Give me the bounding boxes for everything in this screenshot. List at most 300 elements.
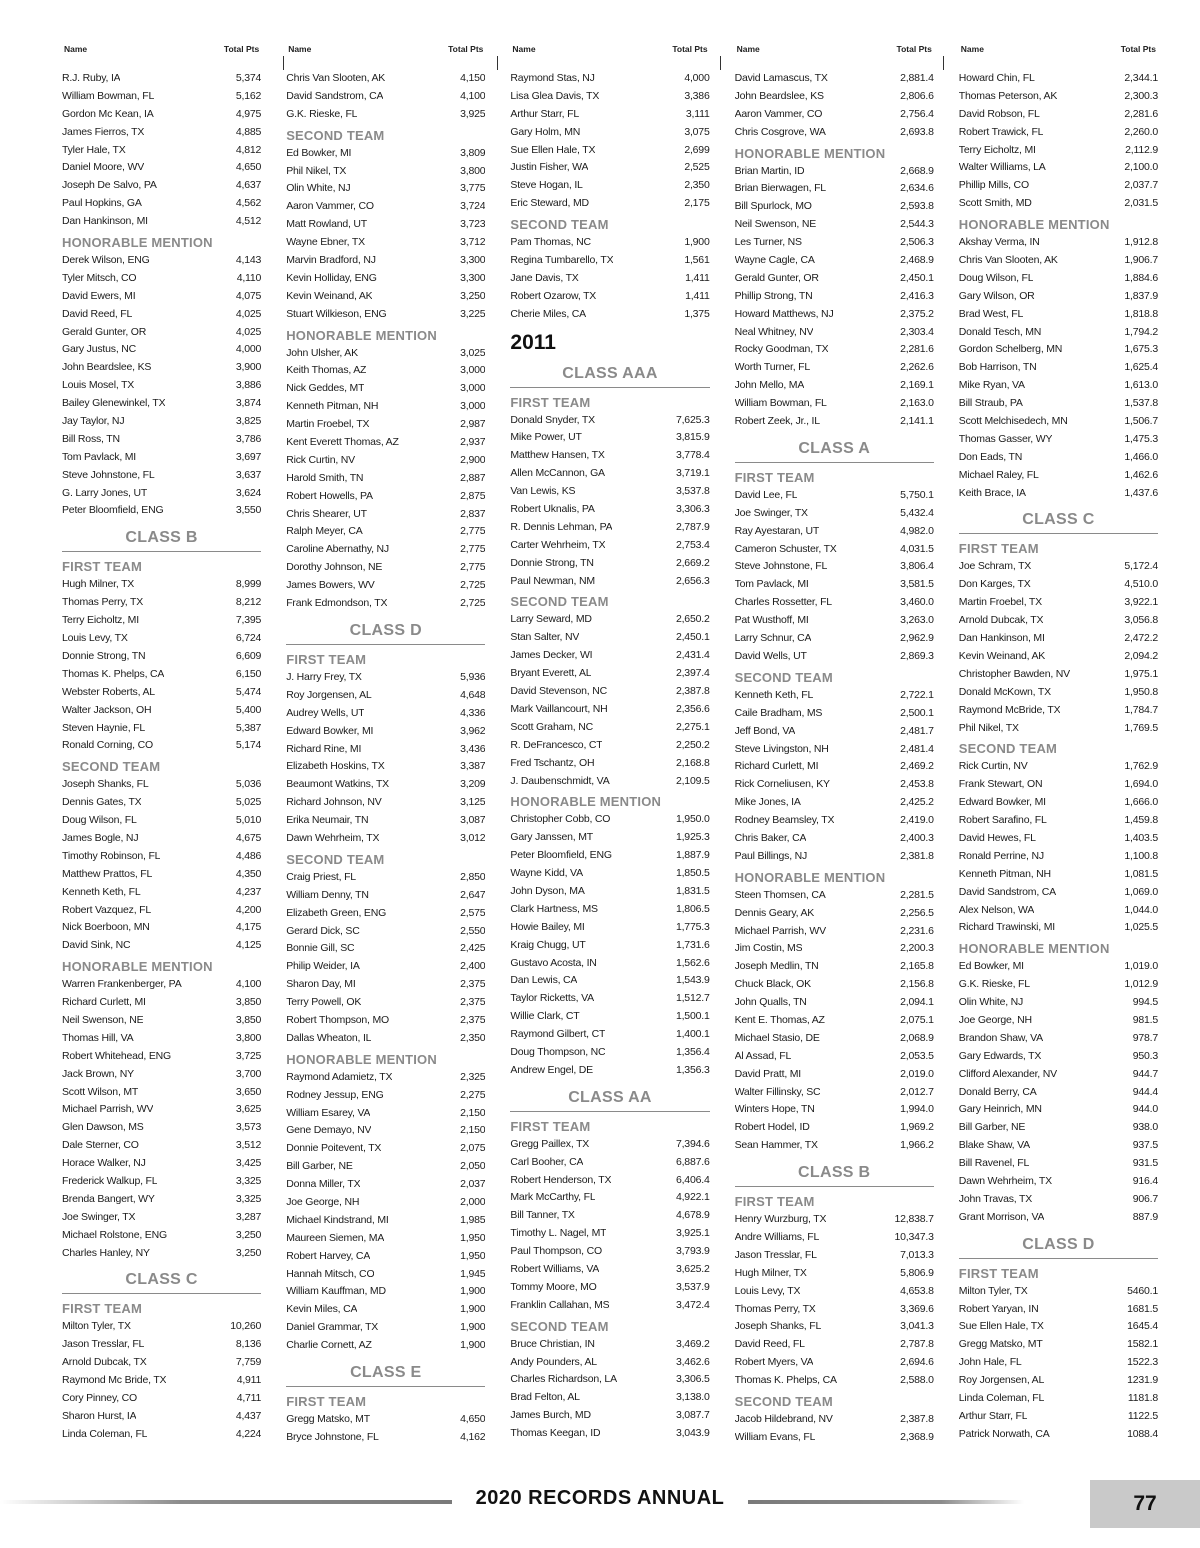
competitor-name: Steve Johnstone, FL [62,468,155,481]
competitor-name: Gary Holm, MN [510,125,581,138]
competitor-name: Gregg Paillex, TX [510,1137,590,1150]
total-points: 3,806.4 [900,560,934,573]
record-row [735,558,934,576]
total-points: 3,462.6 [675,1355,710,1368]
record-row [286,88,485,106]
record-row [286,1087,485,1105]
record-row [62,1354,261,1372]
total-points: 3,209 [460,778,486,791]
competitor-name: Donald Snyder, TX [510,413,595,426]
total-points: 2,525 [684,161,710,174]
record-row [62,937,261,955]
total-points: 2,141.1 [900,415,934,428]
record-row [286,958,485,976]
total-points: 3,922.1 [1124,596,1158,609]
total-points: 978.7 [1132,1031,1158,1044]
total-points: 1,025.5 [1124,921,1158,934]
competitor-name: Thomas Perry, TX [62,596,144,609]
competitor-name: Fred Tschantz, OH [510,756,595,769]
competitor-name: Donnie Strong, TN [510,556,594,569]
competitor-name: Sean Hammer, TX [734,1139,818,1152]
team-heading: SECOND TEAM [286,127,385,143]
competitor-name: Kenneth Keth, FL [734,688,814,701]
total-points: 2,806.6 [900,89,934,102]
record-row [959,720,1158,738]
total-points: 2,250.2 [675,738,710,751]
total-points: 4,650 [460,1413,486,1425]
competitor-name: Gordon Schelberg, MN [958,343,1063,356]
record-row [62,848,261,866]
competitor-name: Dallas Wheaton, IL [286,1031,372,1044]
total-points: 3,697 [235,450,262,463]
total-points: 950.3 [1132,1049,1158,1062]
competitor-name: Joseph Shanks, FL [62,778,149,791]
team-heading: SECOND TEAM [734,669,833,685]
total-points: 1,019.0 [1124,960,1158,973]
record-row [959,1137,1158,1155]
total-pts-header: Total Pts [672,44,708,54]
competitor-name: David Pratt, MI [734,1067,802,1080]
class-heading: CLASS AAA [510,361,709,388]
total-points: 2,281.6 [1124,107,1158,120]
team-heading: FIRST TEAM [958,1265,1039,1281]
total-points: 3,025 [460,346,486,359]
total-points: 2,356.6 [675,702,710,715]
record-row [510,829,709,847]
record-row [959,958,1158,976]
record-row [510,611,709,629]
column-divider [720,56,721,70]
record-row [286,198,485,216]
record-row [510,306,709,324]
total-points: 938.0 [1132,1121,1158,1134]
total-points: 2,753.4 [675,538,710,551]
team-heading: HONORABLE MENTION [958,217,1110,233]
competitor-name: Scott Wilson, MT [62,1085,139,1098]
team-heading: SECOND TEAM [62,759,161,775]
record-row [286,741,485,759]
name-header: Name [64,44,88,54]
total-points: 1231.9 [1127,1374,1158,1387]
competitor-name: Kraig Chugg, UT [510,938,586,951]
competitor-name: Jim Costin, MS [734,942,803,955]
total-points: 5,025 [235,796,262,809]
class-heading: CLASS C [959,507,1158,534]
competitor-name: Peter Bloomfield, ENG [62,504,164,517]
record-row [510,811,709,829]
competitor-name: Jacob Hildebrand, NV [734,1413,833,1425]
competitor-name: Robert Trawick, FL [958,125,1044,138]
total-points: 2,037 [460,1178,486,1191]
total-points: 3,436 [460,742,486,755]
competitor-name: Robert Uknalis, PA [510,503,595,516]
total-points: 2,775 [460,525,486,538]
total-points: 2,668.9 [900,164,934,177]
competitor-name: Brad West, FL [958,307,1024,320]
record-row [959,976,1158,994]
competitor-name: Clifford Alexander, NV [958,1067,1057,1080]
total-pts-header: Total Pts [448,44,484,54]
total-points: 3,125 [460,796,486,809]
total-points: 1,775.3 [675,920,710,933]
record-row [510,1026,709,1044]
record-row [286,106,485,124]
competitor-name: Scott Melchisedech, MN [958,415,1068,428]
record-row [62,794,261,812]
total-points: 2,256.5 [900,906,934,919]
total-points: 2,900 [460,453,486,466]
total-points: 1,437.6 [1124,486,1158,499]
competitor-name: Kent E. Thomas, AZ [734,1013,825,1026]
total-points: 1,837.9 [1124,289,1158,302]
competitor-name: Steve Hogan, IL [510,179,583,192]
competitor-name: Thomas Perry, TX [734,1302,816,1315]
total-points: 1,975.1 [1124,667,1158,680]
competitor-name: William Kauffman, MD [286,1285,386,1298]
competitor-name: Cherie Miles, CA [510,307,586,320]
record-row [959,341,1158,359]
competitor-name: Dan Lewis, CA [510,974,578,987]
total-pts-header: Total Pts [896,44,932,54]
record-row [735,1012,934,1030]
competitor-name: Patrick Norwath, CA [958,1427,1050,1440]
total-points: 2,775 [460,543,486,556]
competitor-name: Bryce Johnstone, FL [286,1430,379,1443]
total-points: 2,325 [460,1070,486,1083]
record-row [510,124,709,142]
total-points: 2,375 [460,996,486,1009]
record-row [62,702,261,720]
competitor-name: David Sink, NC [62,939,131,952]
total-points: 3,387 [460,760,486,773]
total-points: 1181.8 [1127,1392,1158,1404]
total-points: 1,613.0 [1124,379,1158,392]
record-row [62,1227,261,1245]
competitor-name: Christopher Cobb, CO [510,813,611,826]
record-row [959,1173,1158,1191]
total-points: 2,431.4 [675,649,710,662]
competitor-name: Raymond McBride, TX [958,703,1061,716]
total-points: 4,885 [235,125,262,138]
team-heading: HONORABLE MENTION [62,959,213,975]
record-row [286,1266,485,1284]
competitor-name: Akshay Verma, IN [958,236,1040,249]
total-points: 2,987 [460,418,486,431]
total-points: 4,031.5 [900,542,934,555]
total-points: 2,050 [460,1160,486,1173]
total-points: 1,475.3 [1124,432,1158,445]
total-points: 1,675.3 [1124,343,1158,356]
competitor-name: Bailey Glenewinkel, TX [62,397,166,410]
record-row [510,573,709,591]
competitor-name: Mark Vaillancourt, NH [510,702,608,715]
record-row [62,449,261,467]
competitor-name: Robert Vazquez, FL [62,903,152,916]
total-points: 5,806.9 [900,1266,934,1279]
total-points: 10,260 [230,1320,262,1333]
competitor-name: Lisa Glea Davis, TX [510,89,600,102]
record-row [735,234,934,252]
competitor-name: Steven Haynie, FL [62,721,145,734]
competitor-name: Olin White, NJ [286,182,351,195]
record-row [735,576,934,594]
competitor-name: Joe George, NH [958,1013,1032,1026]
total-points: 1,506.7 [1124,415,1158,428]
record-row [62,1336,261,1354]
competitor-name: Dale Sterner, CO [62,1139,139,1152]
record-row [959,1390,1158,1408]
total-points: 1,512.7 [675,992,710,1005]
record-row [62,1408,261,1426]
record-row [510,519,709,537]
record-row [62,413,261,431]
total-points: 2,419.0 [900,814,934,827]
competitor-name: Joseph Shanks, FL [734,1320,822,1333]
record-row [510,901,709,919]
total-points: 3,573 [235,1121,262,1134]
total-points: 1582.1 [1127,1338,1158,1351]
total-points: 4,075 [235,289,262,302]
total-points: 4,922.1 [675,1191,710,1204]
total-points: 2,397.4 [675,667,710,680]
team-heading: SECOND TEAM [734,1394,833,1409]
competitor-name: William Evans, FL [734,1430,816,1443]
record-row [286,506,485,524]
total-points: 3,874 [235,397,262,410]
record-row [286,869,485,887]
total-points: 1,818.8 [1124,307,1158,320]
competitor-name: Bryant Everett, AL [510,667,592,680]
competitor-name: Joseph Medlin, TN [734,960,819,973]
total-points: 7,013.3 [900,1248,934,1261]
total-points: 8,136 [235,1338,262,1351]
competitor-name: Michael Rolstone, ENG [62,1228,167,1241]
record-row [62,720,261,738]
record-row [286,669,485,687]
competitor-name: John Dyson, MA [510,884,585,897]
competitor-name: Chuck Black, OK [734,978,811,991]
competitor-name: Timothy Robinson, FL [62,849,161,862]
competitor-name: Van Lewis, KS [510,485,576,498]
page-number: 77 [1133,1492,1157,1515]
competitor-name: Grant Morrison, VA [958,1210,1045,1223]
competitor-name: Dorothy Johnson, NE [286,561,383,574]
total-points: 10,347.3 [894,1230,934,1243]
record-row [62,884,261,902]
record-row [959,630,1158,648]
record-row [286,306,485,324]
total-points: 2,100.0 [1124,161,1158,174]
year-heading: 2011 [510,330,556,354]
record-row [735,976,934,994]
competitor-name: Donnie Poitevent, TX [286,1142,382,1155]
record-row [510,483,709,501]
total-points: 1,806.5 [675,902,710,915]
competitor-name: Kevin Miles, CA [286,1303,358,1316]
competitor-name: Roy Jorgensen, AL [286,688,372,701]
record-row [959,1336,1158,1354]
competitor-name: Hugh Milner, TX [734,1266,807,1279]
record-row [959,106,1158,124]
record-row [735,70,934,88]
total-points: 2,381.8 [900,849,934,862]
record-row [286,70,485,88]
record-row [286,1012,485,1030]
total-points: 3,786 [235,432,262,445]
total-points: 2,468.9 [900,254,934,267]
record-row [510,1354,709,1372]
total-points: 1,694.0 [1124,778,1158,791]
column-header [286,40,485,54]
record-row [735,723,934,741]
total-points: 5,387 [235,721,262,734]
record-row [959,830,1158,848]
total-points: 3,325 [235,1192,262,1205]
competitor-name: Raymond Mc Bride, TX [62,1374,167,1387]
record-row [286,923,485,941]
record-row [510,1336,709,1354]
total-points: 3,512 [235,1139,262,1152]
team-heading: HONORABLE MENTION [286,327,437,343]
competitor-name: Charles Hanley, NY [62,1246,150,1259]
record-row [959,666,1158,684]
record-row [62,177,261,195]
total-points: 3,886 [235,379,262,392]
total-points: 1,012.9 [1124,978,1158,991]
record-row [286,180,485,198]
record-row [735,794,934,812]
record-row [62,976,261,994]
total-points: 906.7 [1132,1192,1158,1205]
total-points: 1,537.8 [1124,397,1158,410]
total-points: 1,100.8 [1124,849,1158,862]
record-row [510,159,709,177]
total-points: 2,400.3 [900,831,934,844]
record-row [959,812,1158,830]
competitor-name: G.K. Rieske, FL [286,107,358,120]
record-row [510,883,709,901]
total-points: 1,500.1 [675,1010,710,1023]
total-points: 2,150 [460,1124,486,1137]
record-row [510,70,709,88]
total-points: 3,809 [460,146,486,159]
total-points: 1,950.0 [675,813,710,826]
total-points: 1,731.6 [675,938,710,951]
competitor-name: William Esarey, VA [286,1106,371,1119]
competitor-name: R. Dennis Lehman, PA [510,520,613,533]
record-row [735,413,934,431]
column-header [735,40,934,54]
team-heading: SECOND TEAM [286,851,385,867]
total-points: 1,561 [684,254,710,267]
competitor-name: Winters Hope, TN [734,1103,815,1116]
record-row [286,380,485,398]
record-row [286,145,485,163]
competitor-name: James Bogle, NJ [62,831,139,844]
total-points: 2,368.9 [900,1430,934,1443]
name-header: Name [736,44,760,54]
record-row [62,1030,261,1048]
total-points: 2,165.8 [900,960,934,973]
total-points: 5,432.4 [900,506,934,519]
competitor-name: David Lee, FL [734,488,798,501]
competitor-name: Robert Thompson, MO [286,1013,389,1026]
competitor-name: John Beardslee, KS [62,361,152,374]
competitor-name: Henry Wurzburg, TX [734,1213,827,1226]
record-row [735,594,934,612]
records-column-3 [510,40,709,1480]
competitor-name: Jay Taylor, NJ [62,415,125,428]
record-row [286,595,485,613]
total-points: 1,850.5 [675,867,710,880]
total-points: 3,369.6 [900,1302,934,1315]
competitor-name: Thomas Hill, VA [62,1031,134,1044]
record-row [959,377,1158,395]
competitor-name: Arthur Starr, FL [510,107,579,120]
team-heading: SECOND TEAM [510,217,609,233]
total-points: 2,647 [460,888,486,901]
record-row [735,1119,934,1137]
record-row [62,812,261,830]
total-points: 4,911 [236,1374,262,1387]
competitor-name: David Hewes, FL [958,831,1036,844]
record-row [286,416,485,434]
competitor-name: Larry Seward, MD [510,613,592,626]
total-points: 2,850 [460,870,486,883]
competitor-name: Ralph Meyer, CA [286,525,363,538]
total-points: 5,374 [235,72,262,84]
competitor-name: John Beardslee, KS [734,89,824,102]
record-row [959,124,1158,142]
competitor-name: Andre Williams, FL [734,1230,820,1243]
total-points: 3,472.4 [675,1298,710,1311]
record-row [735,905,934,923]
team-heading: HONORABLE MENTION [62,235,213,251]
total-points: 4,000 [235,343,262,356]
total-points: 2,481.4 [900,742,934,755]
competitor-name: John Hale, FL [958,1356,1022,1369]
competitor-name: John Qualls, TN [734,996,807,1009]
total-points: 1,950 [460,1249,486,1262]
total-points: 2,699 [684,143,710,156]
record-row [510,990,709,1008]
competitor-name: Donald Berry, CA [958,1085,1037,1098]
competitor-name: Tommy Moore, MO [510,1280,597,1293]
total-points: 3,650 [235,1085,262,1098]
record-row [62,124,261,142]
record-row [286,398,485,416]
competitor-name: William Bowman, FL [62,89,155,102]
total-points: 3,425 [235,1157,262,1170]
competitor-name: Erika Neumair, TN [286,814,369,827]
record-row [959,1318,1158,1336]
total-points: 4,982.0 [900,524,934,537]
competitor-name: Gary Edwards, TX [958,1049,1042,1062]
total-points: 2,068.9 [900,1031,934,1044]
total-points: 4,000 [684,72,710,84]
competitor-name: Linda Coleman, FL [62,1427,148,1440]
total-points: 3,263.0 [900,614,934,627]
competitor-name: Richard Trawinski, MI [958,921,1055,934]
competitor-name: David Wells, UT [734,649,807,662]
competitor-name: Terry Powell, OK [286,996,362,1009]
record-row [510,412,709,430]
competitor-name: Linda Coleman, FL [958,1392,1045,1404]
competitor-name: Willie Clark, CT [510,1010,580,1023]
competitor-name: William Bowman, FL [734,397,827,410]
competitor-name: Kevin Weinand, AK [286,289,373,302]
record-row [510,1297,709,1315]
